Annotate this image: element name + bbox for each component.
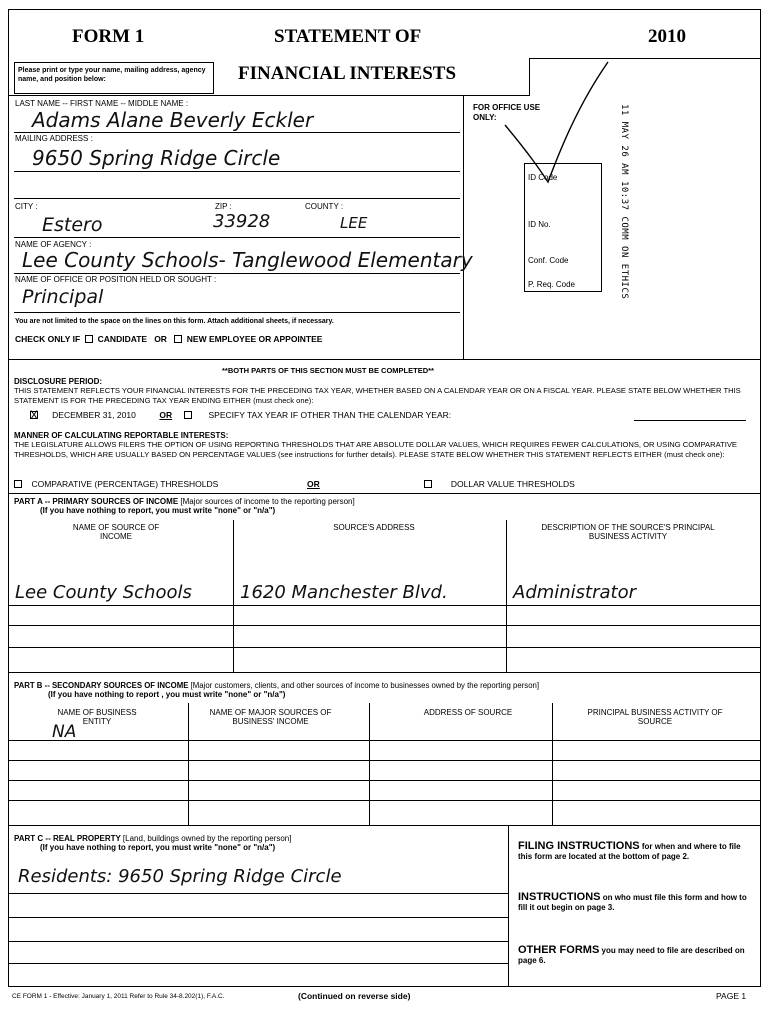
id-code-label: ID Code	[528, 173, 558, 182]
part-b-nothing: (If you have nothing to report , you must write "none" or "n/a")	[48, 690, 286, 699]
part-c-title: PART C -- REAL PROPERTY	[14, 834, 121, 843]
filing-instructions	[518, 841, 754, 862]
who-must-file-text: on who must file this form and how to fill it out begin on page 3.	[518, 893, 747, 912]
agency-label: NAME OF AGENCY :	[15, 240, 92, 249]
part-b-col2-header: NAME OF MAJOR SOURCES OF BUSINESS' INCOME	[209, 708, 332, 726]
print-note: Please print or type your name, mailing address, agency name, and position below:	[18, 67, 206, 83]
city-label: CITY :	[15, 202, 38, 211]
space-note: You are not limited to the space on the lines on this form. Attach additional sheets, if necessary.	[15, 318, 334, 325]
mailing-value: 9650 Spring Ridge Circle	[32, 146, 281, 170]
part-b-title: PART B -- SECONDARY SOURCES OF INCOME	[14, 681, 189, 690]
who-must-file-instructions	[518, 892, 754, 913]
new-employee-checkbox[interactable]	[174, 335, 182, 343]
name-value: Adams Alane Beverly Eckler	[32, 108, 314, 132]
part-c-row-1: Residents: 9650 Spring Ridge Circle	[18, 866, 342, 887]
part-b-row-1-entity: NA	[52, 722, 77, 742]
who-must-file-head: INSTRUCTIONS	[518, 891, 601, 903]
new-employee-label: NEW EMPLOYEE OR APPOINTEE	[186, 334, 323, 344]
dollar-checkbox[interactable]	[424, 480, 432, 488]
mailing-label: MAILING ADDRESS :	[15, 134, 93, 143]
manner-text: THE LEGISLATURE ALLOWS FILERS THE OPTION OF USING REPORTING THRESHOLDS THAT ARE ABSOLUTE DOLLAR VALUES, WHICH REQUIRES FEWER CALCULATIONS, OR USING COMPARATIVE THRESHOLDS, WHICH ARE USUALLY BASED ON PERCENTAGE VALUES (see instructions for further details). PLEASE STATE BELOW WHETHER THIS STATEMENT REFLECTS EITHER (must check one):	[14, 440, 737, 459]
candidate-or-label: OR	[154, 334, 167, 344]
filing-instructions-head: FILING INSTRUCTIONS	[518, 840, 640, 852]
part-a-row-1-address: 1620 Manchester Blvd.	[240, 582, 448, 603]
part-c-nothing: (If you have nothing to report, you must write "none" or "n/a")	[40, 843, 276, 852]
received-stamp-text: 11 MAY 26 AM 10:37 COMM ON ETHICS	[619, 104, 629, 300]
part-a-col2-header: SOURCE'S ADDRESS	[333, 523, 415, 532]
county-value: LEE	[340, 214, 368, 232]
part-b-title-row	[14, 681, 539, 690]
office-use-label: FOR OFFICE USE ONLY:	[473, 103, 541, 122]
manner-label: MANNER OF CALCULATING REPORTABLE INTERESTS:	[14, 431, 229, 440]
candidate-label: CANDIDATE	[97, 334, 148, 344]
part-a-row-1-source: Lee County Schools	[15, 582, 192, 603]
check-only-if-label: CHECK ONLY IF	[15, 334, 81, 344]
footer-continued: (Continued on reverse side)	[298, 991, 411, 1001]
part-a-col1-header: NAME OF SOURCE OF INCOME	[72, 523, 160, 541]
check-x-mark: X	[30, 408, 39, 422]
specify-year-line[interactable]	[634, 420, 746, 421]
id-no-label: ID No.	[528, 220, 551, 229]
zip-label: ZIP :	[215, 202, 232, 211]
name-label: LAST NAME -- FIRST NAME -- MIDDLE NAME :	[15, 99, 189, 108]
part-a-title: PART A -- PRIMARY SOURCES OF INCOME	[14, 497, 179, 506]
part-a-row-1-activity: Administrator	[513, 582, 637, 603]
title-line-1: STATEMENT OF	[274, 26, 422, 47]
part-a-nothing: (If you have nothing to report, you must write "none" or "n/a")	[40, 506, 276, 515]
county-label: COUNTY :	[305, 202, 344, 211]
part-b-col3-header: ADDRESS OF SOURCE	[423, 708, 513, 717]
part-a-title-row	[14, 497, 355, 506]
part-a-note: [Major sources of income to the reporting person]	[180, 497, 355, 506]
period-options	[30, 410, 451, 420]
office-label: NAME OF OFFICE OR POSITION HELD OR SOUGHT :	[15, 275, 217, 284]
p-req-code-label: P. Req. Code	[528, 280, 575, 289]
form-number: FORM 1	[72, 26, 145, 47]
period-label: DISCLOSURE PERIOD:	[14, 377, 103, 386]
form-year: 2010	[648, 26, 686, 47]
title-line-2: FINANCIAL INTERESTS	[238, 63, 457, 84]
part-b-note: [Major customers, clients, and other sources of income to businesses owned by the reporting person]	[190, 681, 540, 690]
candidate-checkbox[interactable]	[85, 335, 93, 343]
dec31-label: DECEMBER 31, 2010	[52, 410, 136, 420]
both-parts-note: **BOTH PARTS OF THIS SECTION MUST BE COMPLETED**	[222, 366, 434, 375]
footer-form-info: CE FORM 1 - Effective: January 1, 2011 Refer to Rule 34-8.202(1), F.A.C.	[12, 993, 225, 1000]
city-value: Estero	[42, 214, 103, 236]
other-forms-text: you may need to file are described on page 6.	[518, 946, 745, 965]
conf-code-label: Conf. Code	[528, 256, 569, 265]
zip-value: 33928	[213, 211, 271, 232]
dollar-label: DOLLAR VALUE THRESHOLDS	[450, 479, 575, 489]
specify-year-checkbox[interactable]	[184, 411, 192, 419]
received-stamp	[619, 104, 633, 300]
specify-year-label: SPECIFY TAX YEAR IF OTHER THAN THE CALENDAR YEAR:	[208, 410, 452, 420]
other-forms-instructions	[518, 945, 754, 966]
filing-instructions-text: for when and where to file this form are located at the bottom of page 2.	[518, 842, 741, 861]
candidate-row	[15, 334, 322, 344]
dollar-option	[424, 479, 575, 489]
agency-value: Lee County Schools- Tanglewood Elementary	[22, 248, 473, 272]
dec31-checkbox[interactable]	[30, 408, 39, 422]
period-text: THIS STATEMENT REFLECTS YOUR FINANCIAL INTERESTS FOR THE PRECEDING TAX YEAR, WHETHER BASED ON A CALENDAR YEAR OR ON A FISCAL YEAR. PLEASE STATE BELOW WHETHER THIS STATEMENT IS FOR THE PRECEDING TAX YEAR ENDING EITHER (must check one):	[14, 386, 741, 405]
part-b-col4-header: PRINCIPAL BUSINESS ACTIVITY OF SOURCE	[587, 708, 723, 726]
checkmark-signature-icon	[500, 60, 620, 185]
threshold-options	[14, 479, 218, 489]
part-a-col3-header: DESCRIPTION OF THE SOURCE'S PRINCIPAL BUSINESS ACTIVITY	[541, 523, 715, 541]
footer-page-number: PAGE 1	[716, 991, 747, 1001]
threshold-or-label: OR	[307, 479, 320, 489]
comparative-label: COMPARATIVE (PERCENTAGE) THRESHOLDS	[31, 479, 219, 489]
other-forms-head: OTHER FORMS	[518, 944, 600, 956]
part-c-title-row	[14, 834, 291, 843]
part-b-col1-header: NAME OF BUSINESS ENTITY	[57, 708, 137, 726]
period-or-label: OR	[159, 410, 173, 420]
part-c-note: [Land, buildings owned by the reporting person]	[122, 834, 292, 843]
comparative-checkbox[interactable]	[14, 480, 22, 488]
office-value: Principal	[22, 286, 104, 308]
